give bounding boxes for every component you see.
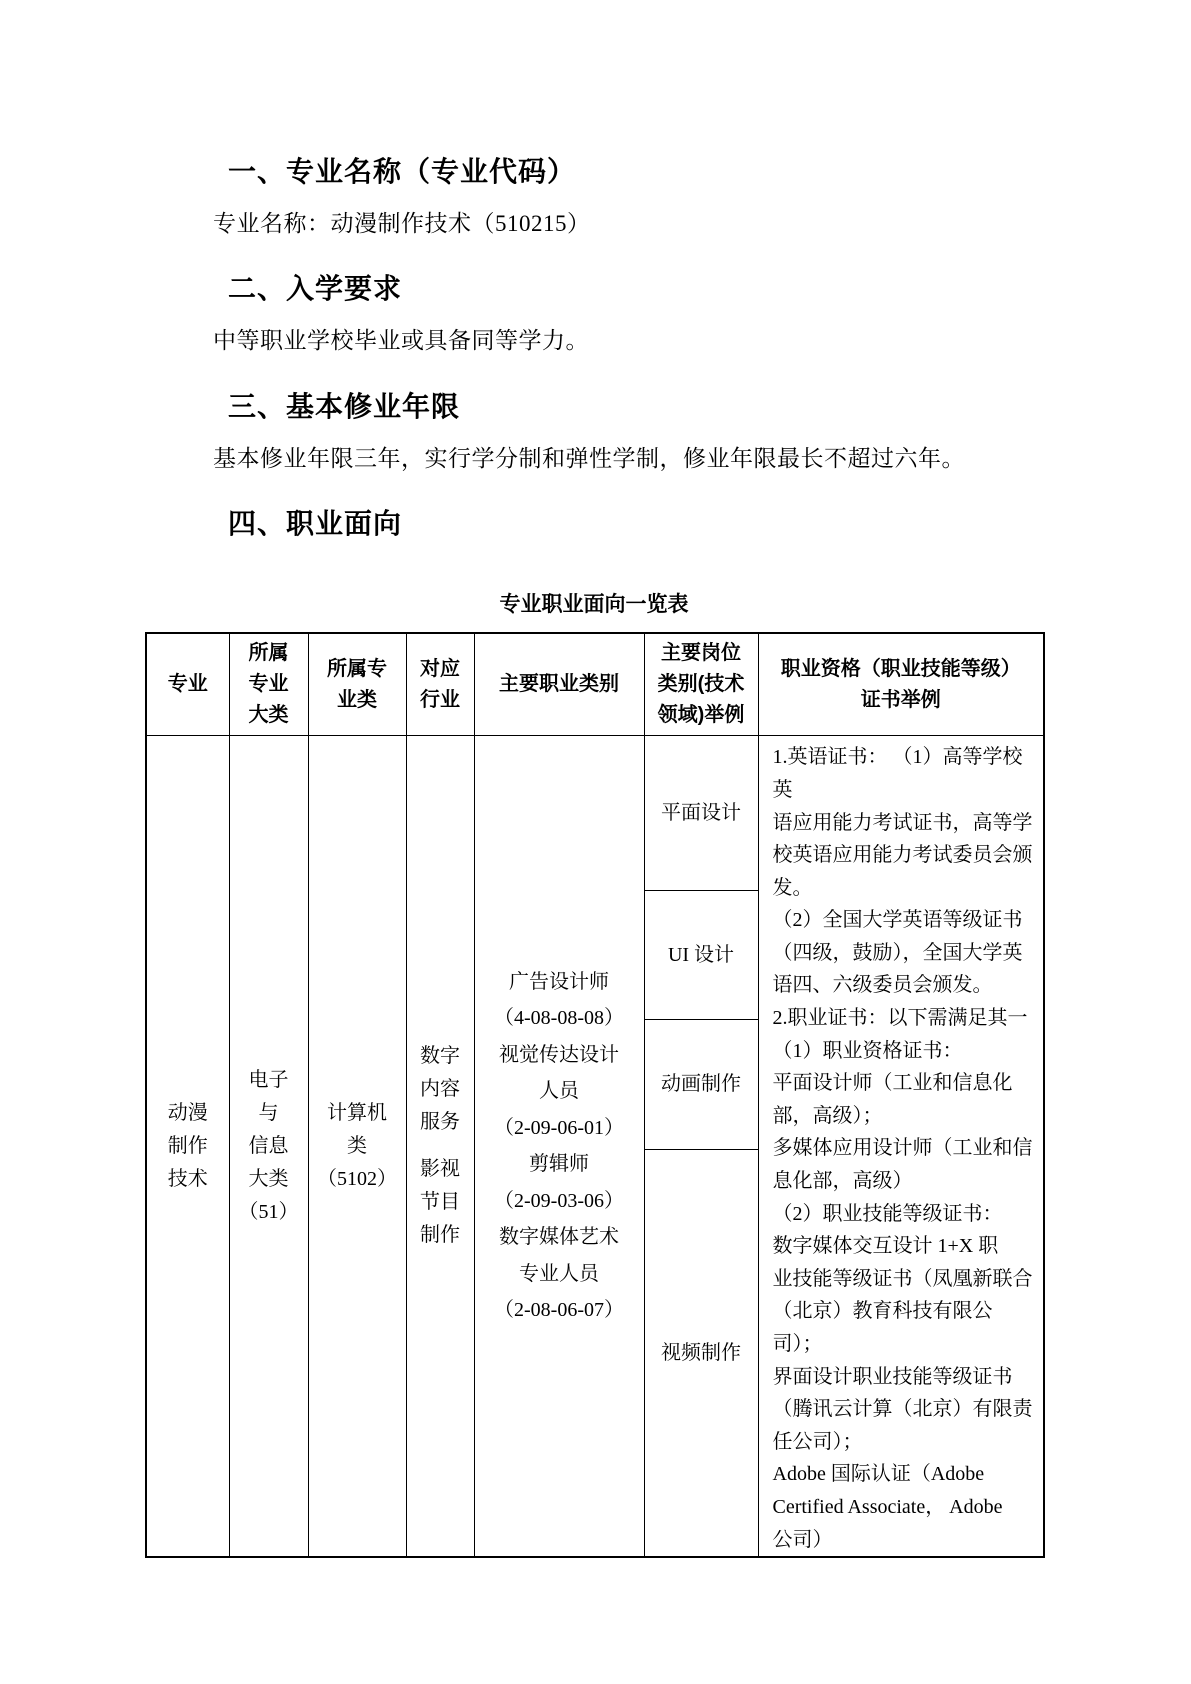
- cell-occupation: 广告设计师 （4-08-08-08） 视觉传达设计 人员 （2-09-06-01） 剪辑师 （2-09-03-06） 数字媒体艺术 专业人员 （2-08-06-07）: [474, 736, 644, 1557]
- cell-industry: [406, 736, 474, 1557]
- header-post: 主要岗位 类别(技术 领域)举例: [644, 633, 758, 736]
- header-big-category: 所属 专业 大类: [229, 633, 308, 736]
- table-title: 专业职业面向一览表: [499, 593, 689, 617]
- cell-category: 计算机 类 （5102）: [308, 736, 406, 1557]
- header-major: 专业: [146, 633, 229, 736]
- section-heading-study-period: 三、基本修业年限: [228, 390, 461, 422]
- industry-gap: [409, 1139, 472, 1153]
- table-row: [146, 736, 1044, 891]
- paragraph-admission: 中等职业学校毕业或具备同等学力。: [213, 328, 589, 354]
- section-heading-admission: 二、入学要求: [228, 273, 403, 305]
- header-category: 所属专 业类: [308, 633, 406, 736]
- cell-big-category: 电子 与 信息 大类 （51）: [229, 736, 308, 1557]
- paragraph-major-name: 专业名称：动漫制作技术（510215）: [213, 211, 591, 236]
- cell-post-video: 视频制作: [644, 1150, 758, 1557]
- cell-post-ui-design: UI 设计: [644, 890, 758, 1019]
- header-certificate: 职业资格（职业技能等级） 证书举例: [758, 633, 1044, 736]
- industry-group-digital: 数字 内容 服务: [420, 1045, 460, 1134]
- header-occupation: 主要职业类别: [474, 633, 644, 736]
- cell-certificates: 1.英语证书： （1）高等学校英 语应用能力考试证书，高等学 校英语应用能力考试委员会颁 发。 （2）全国大学英语等级证书 （四级，鼓励），全国大学英 语四、六级委员会颁发。 2.职业证书：以下需满足其一 （1）职业资格证书： 平面设计师（工业和信息化 部，高级）； 多媒体应用设计师（工业和信 息化部，高级） （2）职业技能等级证书： 数字媒体交互设计 1+X 职 业技能等级证书（凤凰新联合 （北京）教育科技有限公司）； 界面设计职业技能等级证书 （腾讯云计算（北京）有限责 任公司）； Adobe 国际认证（Adobe Certified Associate， Adobe 公司）: [758, 736, 1044, 1557]
- cell-post-animation: 动画制作: [644, 1019, 758, 1150]
- section-heading-major-name: 一、专业名称（专业代码）: [228, 156, 577, 187]
- header-industry: 对应 行业: [406, 633, 474, 736]
- paragraph-study-period: 基本修业年限三年，实行学分制和弹性学制，修业年限最长不超过六年。: [213, 445, 965, 471]
- career-orientation-table: [145, 632, 1045, 1558]
- section-heading-career: 四、职业面向: [228, 508, 403, 540]
- cell-major: 动漫 制作 技术: [146, 736, 229, 1557]
- cell-post-graphic-design: 平面设计: [644, 736, 758, 891]
- table-header-row: [146, 633, 1044, 736]
- industry-group-film: 影视 节目 制作: [420, 1158, 460, 1247]
